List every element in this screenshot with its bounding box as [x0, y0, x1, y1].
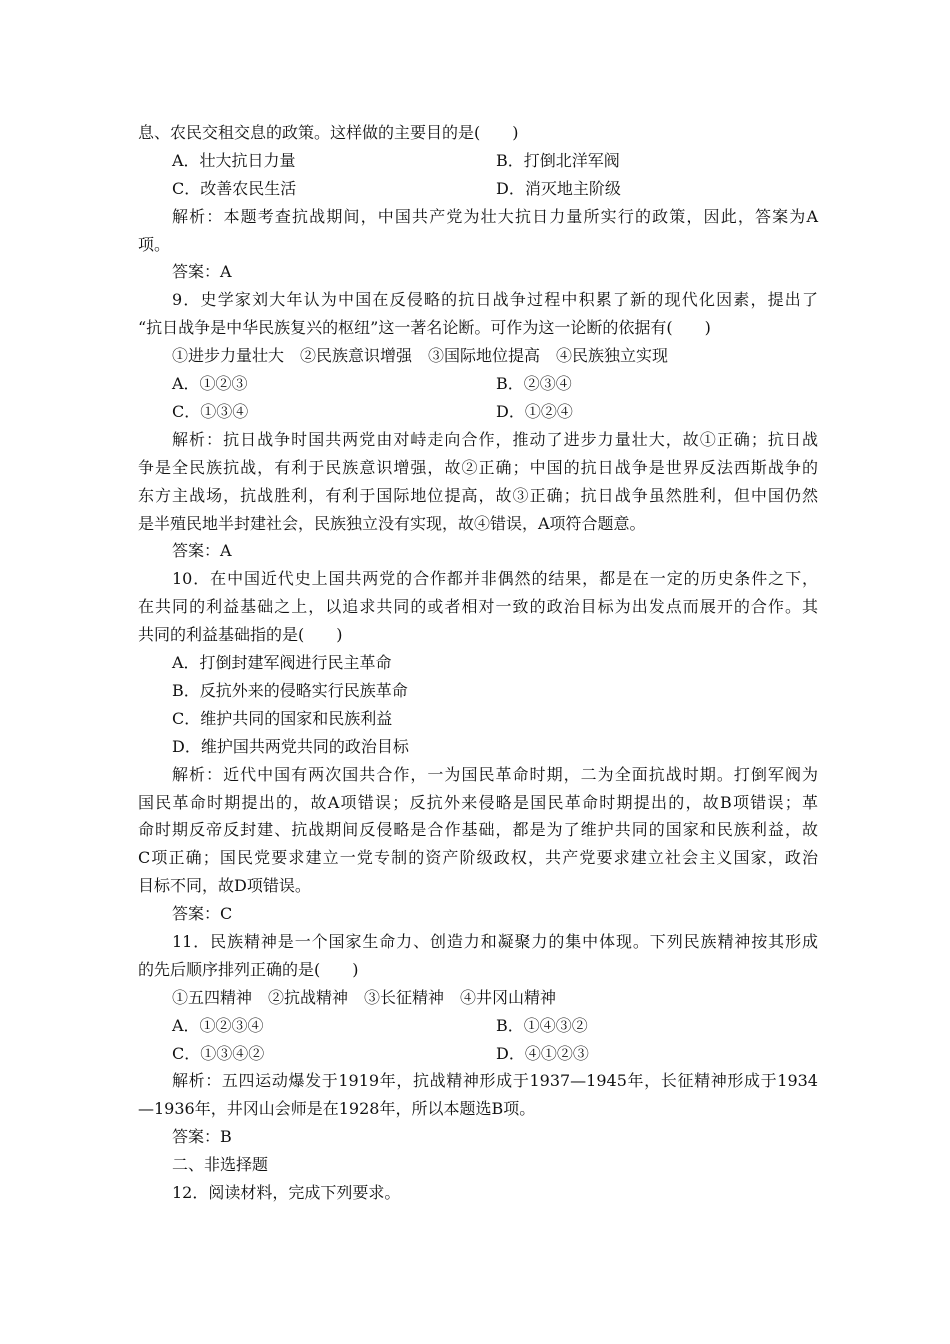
option-d: D．消灭地主阶级 [496, 179, 621, 198]
analysis-text: 是半殖民地半封建社会，民族独立没有实现，故④错误，A项符合题意。 [138, 514, 646, 533]
answer-line: 答案：A [172, 262, 232, 281]
statement-list: ①五四精神 ②抗战精神 ③长征精神 ④井冈山精神 [172, 988, 557, 1007]
analysis-text: 国民革命时期提出的，故A项错误；反抗外来侵略是国民革命时期提出的，故B项错误；革 [138, 793, 818, 812]
option-b: B．打倒北洋军阀 [496, 151, 620, 170]
answer-line: 答案：B [172, 1127, 232, 1146]
analysis-text: —1936年，井冈山会师是在1928年，所以本题选B项。 [138, 1099, 536, 1118]
option-c: C．改善农民生活 [172, 179, 297, 198]
option-a: A．①②③④ [172, 1016, 264, 1035]
answer-line: 答案：A [172, 541, 232, 560]
question-10: 10．在中国近代史上国共两党的合作都并非偶然的结果，都是在一定的历史条件之下， [172, 569, 818, 588]
answer-line: 答案：C [172, 904, 233, 923]
analysis-text: 命时期反帝反封建、抗战期间反侵略是合作基础，都是为了维护共同的国家和民族利益，故 [138, 820, 818, 839]
text-line: 在共同的利益基础之上，以追求共同的或者相对一致的政治目标为出发点而展开的合作。其 [138, 597, 818, 616]
option-b: B．反抗外来的侵略实行民族革命 [172, 681, 408, 700]
option-a: A．①②③ [172, 374, 248, 393]
option-c: C．①③④ [172, 402, 249, 421]
text-line: 息、农民交租交息的政策。这样做的主要目的是( ) [138, 123, 519, 142]
option-a: A．打倒封建军阀进行民主革命 [172, 653, 392, 672]
text-line: “抗日战争是中华民族复兴的枢纽”这一著名论断。可作为这一论断的依据有( ) [138, 318, 711, 337]
text-line: 的先后顺序排列正确的是( ) [138, 960, 359, 979]
analysis-text: 解析：抗日战争时国共两党由对峙走向合作，推动了进步力量壮大，故①正确；抗日战 [172, 430, 818, 449]
option-d: D．④①②③ [496, 1044, 589, 1063]
option-b: B．①④③② [496, 1016, 588, 1035]
section-heading: 二、非选择题 [172, 1155, 269, 1174]
option-c: C．①③④② [172, 1044, 265, 1063]
option-d: D．①②④ [496, 402, 573, 421]
analysis-text: 东方主战场，抗战胜利，有利于国际地位提高，故③正确；抗日战争虽然胜利，但中国仍然 [138, 486, 818, 505]
analysis-text: 解析：近代中国有两次国共合作，一为国民革命时期，二为全面抗战时期。打倒军阀为 [172, 765, 818, 784]
analysis-text: 争是全民族抗战，有利于民族意识增强，故②正确；中国的抗日战争是世界反法西斯战争的 [138, 458, 818, 477]
analysis-text: C项正确；国民党要求建立一党专制的资产阶级政权，共产党要求建立社会主义国家，政治 [138, 848, 818, 867]
text-line: 共同的利益基础指的是( ) [138, 625, 343, 644]
analysis-text: 目标不同，故D项错误。 [138, 876, 311, 895]
question-9: 9．史学家刘大年认为中国在反侵略的抗日战争过程中积累了新的现代化因素，提出了 [172, 290, 818, 309]
question-11: 11．民族精神是一个国家生命力、创造力和凝聚力的集中体现。下列民族精神按其形成 [172, 932, 818, 951]
option-b: B．②③④ [496, 374, 572, 393]
statement-list: ①进步力量壮大 ②民族意识增强 ③国际地位提高 ④民族独立实现 [172, 346, 669, 365]
analysis-text: 解析：本题考查抗战期间，中国共产党为壮大抗日力量所实行的政策，因此，答案为A [172, 207, 818, 226]
question-12: 12．阅读材料，完成下列要求。 [172, 1183, 401, 1202]
analysis-text: 解析：五四运动爆发于1919年，抗战精神形成于1937—1945年，长征精神形成于1934 [172, 1071, 818, 1090]
text-line: 项。 [138, 235, 171, 254]
option-a: A．壮大抗日力量 [172, 151, 296, 170]
option-d: D．维护国共两党共同的政治目标 [172, 737, 409, 756]
option-c: C．维护共同的国家和民族利益 [172, 709, 393, 728]
